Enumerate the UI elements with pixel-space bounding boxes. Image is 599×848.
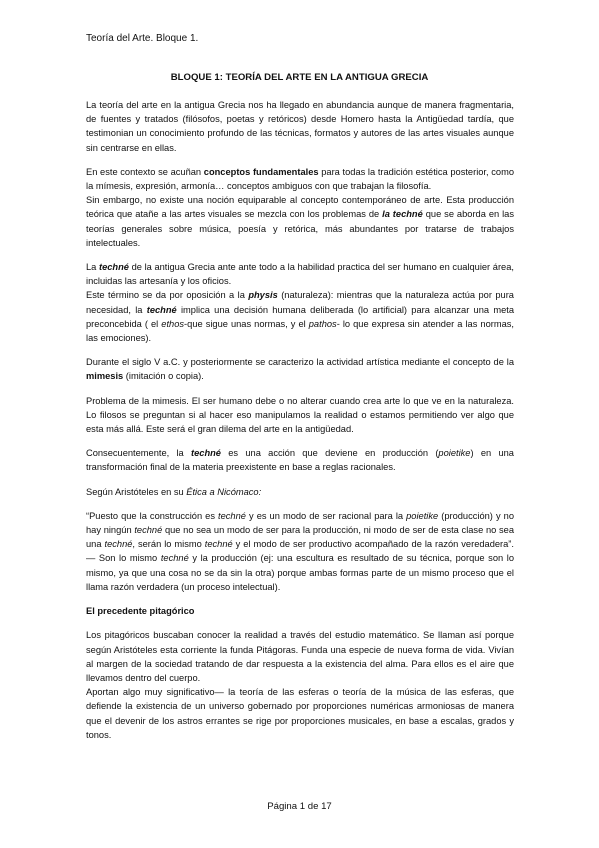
paragraph-mimesis-problem: Problema de la mimesis. El ser humano debe o no alterar cuando crea arte lo que ve en la naturaleza. Lo filosos se preguntan si al hacer eso manipulamos la realidad o estamos permitiendo ver algo que esta más allá. Este será el gran dilema del arte en la antigüedad. — [86, 395, 514, 435]
document-body — [86, 98, 514, 752]
paragraph-spheres: Aportan algo muy significativo— la teoría de las esferas o teoría de la música de las esferas, que defiende la existencia de un universo gobernado por proporciones numéricas armoniosas de manera que el devenir de los astros errantes se rige por proporciones musicales, en base a escalas, grados y tonos. — [86, 687, 514, 740]
paragraph-intro: La teoría del arte en la antigua Grecia nos ha llegado en abundancia aunque de manera fragmentaria, de fuentes y tratados (filósofos, poetas y retóricos) desde Homero hasta la Antigüedad tardía, que testimonian un conocimiento profundo de las técnicas, formatos y autores de las artes visuales aunque sin centrarse en ellas. — [86, 100, 514, 153]
emphasis-concepts: conceptos fundamentales — [203, 166, 319, 177]
page-header: Teoría del Arte. Bloque 1. — [86, 33, 199, 44]
paragraph-physis: Este término se da por oposición a la physis (naturaleza): mientras que la naturaleza actúa por pura necesidad, la techné implica una decisión humana deliberada (lo artificial) para alcanzar una meta preconcebida ( el ethos-que sigue unas normas, y el pathos- lo que expresa sin atender a las normas, las emociones). — [86, 290, 514, 344]
paragraph-aristotle-intro: Según Aristóteles en su Ética a Nicómaco: — [86, 486, 262, 497]
paragraph-pythagoreans: Los pitagóricos buscaban conocer la realidad a través del estudio matemático. Se llaman así porque según Aristóteles esta corriente la funda Pitágoras. Funda una especie de nueva forma de vida. Vivían al margen de la sociedad tratando de dar respuesta a la existencia del alma. Para ellos es el aire que llevamos dentro del cuerpo. — [86, 630, 514, 683]
paragraph-mimesis: Durante el siglo V a.C. y posteriormente se caracterizo la actividad artística mediante el concepto de la mimesis (imitación o copia). — [86, 357, 514, 382]
page-footer: Página 1 de 17 — [267, 801, 332, 812]
section-title: BLOQUE 1: TEORÍA DEL ARTE EN LA ANTIGUA GRECIA — [170, 72, 429, 83]
paragraph-concepts: En este contexto se acuñan conceptos fundamentales para todas la tradición estética posterior, como la mímesis, expresión, armonía… conceptos ambiguos con que trabajan la filosofía. — [86, 166, 515, 192]
paragraph-quote: “Puesto que la construcción es techné y es un modo de ser racional para la poietike (producción) y no hay ningún techné que no sea un modo de ser para la producción, ni modo de ser de esta clase no sea una techné, serán lo mismo techné y el modo de ser productivo acompañado de la razón veredadera”.— Son lo mismo techné y la producción (ej: una escultura es resultado de su técnica, porque son lo mismo, ya que una cosa no se da sin la otra) porque ambas formas parte de un mismo proceso que el llama razón verdadera (un proceso intelectual). — [86, 510, 514, 592]
paragraph-consequently: Consecuentemente, la techné es una acción que deviene en producción (poietike) en una transformación final de la materia preexistente en base a reglas racionales. — [86, 448, 514, 473]
paragraph-techne-intro: Sin embargo, no existe una noción equiparable al concepto contemporáneo de arte. Esta producción teórica que atañe a las artes visuales se mezcla con los problemas de la techné que se aborda en las teorías generales sobre música, poesía y retórica, más abundantes por tratarse de trabajos intelectuales. — [86, 195, 514, 248]
emphasis-la-techne: la techné — [382, 209, 423, 220]
subheading-pythagorean: El precedente pitagórico — [86, 606, 195, 617]
paragraph-techne-def: La techné de la antigua Grecia ante ante todo a la habilidad practica del ser humano en cualquier área, incluidas las artesanía y los oficios. — [86, 262, 514, 287]
